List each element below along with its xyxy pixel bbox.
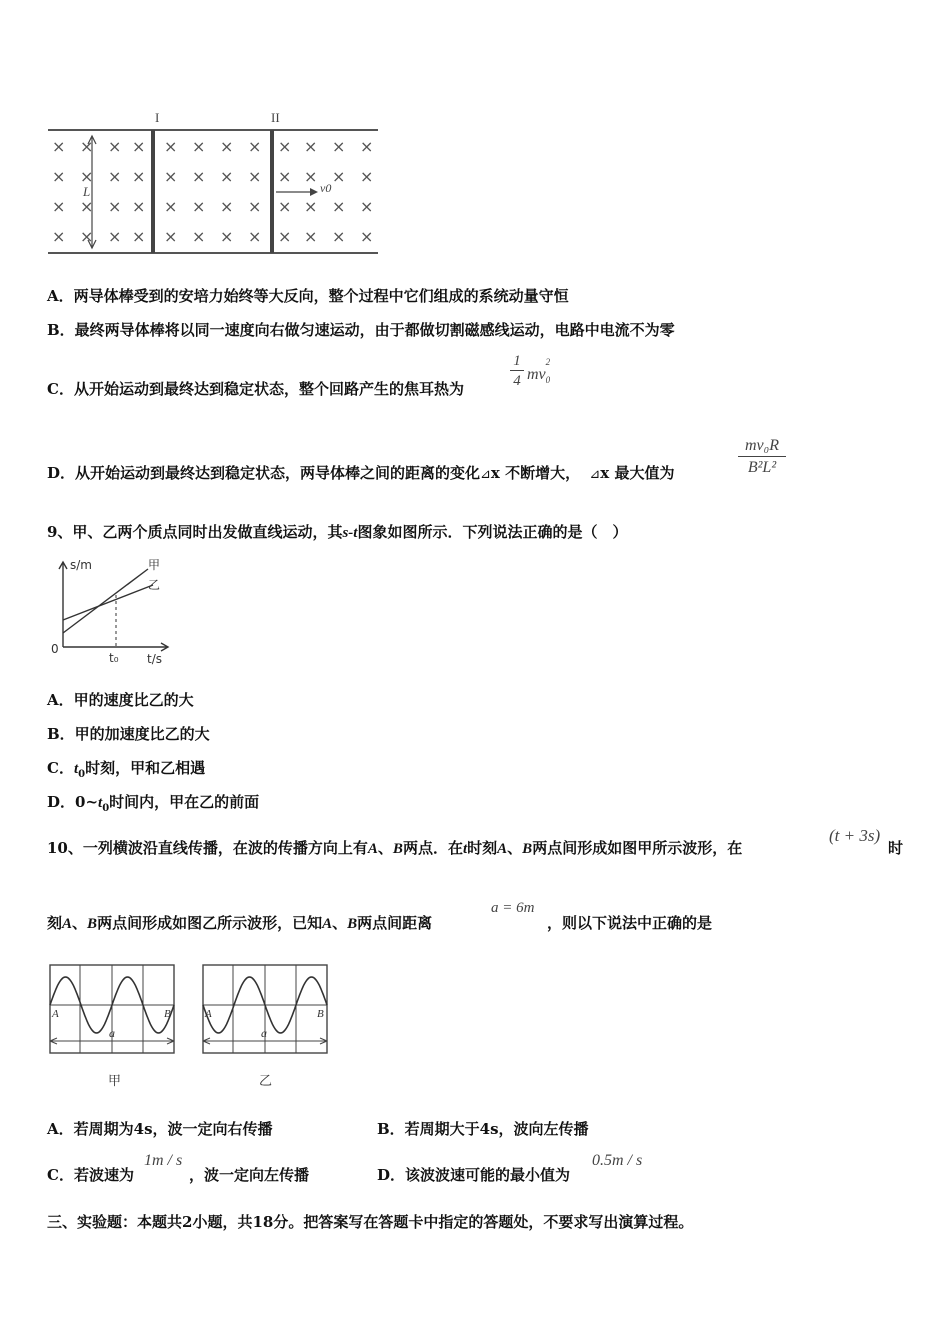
q9-t0: t₀ xyxy=(109,651,119,665)
q10-fig-yi-a: a xyxy=(261,1026,267,1040)
q10-stem1-d: 两点间形成如图甲所示波形，在 xyxy=(532,839,743,857)
q10-stem2-a: 刻 xyxy=(47,914,63,932)
section3-heading: 三、实验题：本题共2小题，共18分。把答案写在答题卡中指定的答题处，不要求写出演算过程。 xyxy=(47,1213,694,1231)
field-cross-mark: × xyxy=(248,137,262,156)
q9-option-c-a: C． xyxy=(47,759,74,777)
field-cross-mark: × xyxy=(80,227,94,246)
field-cross-mark: × xyxy=(132,227,146,246)
q9-option-c-b: 时刻，甲和乙相遇 xyxy=(85,759,206,777)
field-cross-mark: × xyxy=(132,197,146,216)
field-cross-mark: × xyxy=(80,197,94,216)
q8-label-L: L xyxy=(83,184,91,199)
q8-option-d-end: 最大值为 xyxy=(614,464,675,482)
field-cross-mark: × xyxy=(332,137,346,156)
field-cross-mark: × xyxy=(304,137,318,156)
field-cross-mark: × xyxy=(108,167,122,186)
q10-stem2-b: 两点间形成如图乙所示波形，已知 xyxy=(97,914,323,932)
field-cross-mark: × xyxy=(108,227,122,246)
field-cross-mark: × xyxy=(164,137,178,156)
q10-wave-figures xyxy=(45,955,335,1095)
q10-expr-a6m: a = 6m xyxy=(491,900,535,916)
q10-A-2: A xyxy=(497,841,508,857)
q8-option-c-mv-text: mv xyxy=(527,366,546,383)
q10-t: t xyxy=(462,841,468,857)
q8-option-c-sub: 0 xyxy=(545,375,551,386)
field-cross-mark: × xyxy=(304,167,318,186)
q9-option-c-sub: 0 xyxy=(78,769,86,780)
field-cross-mark: × xyxy=(108,197,122,216)
q9-label-yi: 乙 xyxy=(148,578,161,592)
q10-stem1-e: 时 xyxy=(888,839,904,857)
field-cross-mark: × xyxy=(220,197,234,216)
q10-option-c-a: C．若波速为 xyxy=(47,1166,134,1184)
q9-option-c xyxy=(47,758,205,785)
field-cross-mark: × xyxy=(52,137,66,156)
field-cross-mark: × xyxy=(248,167,262,186)
q9-stem-st: s-t xyxy=(342,525,358,541)
q9-st-graph xyxy=(45,555,180,670)
q10-A-1: A xyxy=(367,841,378,857)
field-cross-mark: × xyxy=(278,137,292,156)
q10-stem1-c: 时刻 xyxy=(467,839,498,857)
q10-option-c-b: ，波一定向左传播 xyxy=(189,1166,310,1184)
q8-option-b: B．最终两导体棒将以同一速度向右做匀速运动，由于都做切割磁感线运动，电路中电流不为零 xyxy=(47,321,675,339)
field-cross-mark: × xyxy=(192,197,206,216)
field-cross-mark: × xyxy=(332,227,346,246)
q10-dun-3: 、 xyxy=(72,914,88,932)
q8-option-c-fraction xyxy=(510,352,524,391)
field-cross-mark: × xyxy=(132,167,146,186)
field-cross-mark: × xyxy=(220,167,234,186)
q9-origin: 0 xyxy=(51,642,59,656)
q9-option-d-sub: 0 xyxy=(102,803,110,814)
q10-A-3: A xyxy=(62,916,73,932)
q8-option-c xyxy=(47,379,464,399)
q10-fig-yi-B: B xyxy=(317,1008,324,1020)
q9-option-d-a: D．0~ xyxy=(47,793,99,811)
field-cross-mark: × xyxy=(360,227,374,246)
field-cross-mark: × xyxy=(332,197,346,216)
q10-option-a: A．若周期为4s，波一定向右传播 xyxy=(47,1120,273,1138)
field-cross-mark: × xyxy=(360,137,374,156)
q9-option-b: B．甲的加速度比乙的大 xyxy=(47,725,210,743)
field-cross-mark: × xyxy=(80,137,94,156)
field-cross-mark: × xyxy=(248,227,262,246)
q10-dun-2: 、 xyxy=(507,839,523,857)
q9-option-c-t: t xyxy=(73,761,79,777)
q8-option-c-text: C．从开始运动到最终达到稳定状态，整个回路产生的焦耳热为 xyxy=(47,380,464,398)
q10-stem2-c: 两点间距离 xyxy=(357,914,433,932)
q8-option-c-sup: 2 xyxy=(545,357,551,367)
q10-stem-line2 xyxy=(47,913,432,934)
q8-option-d-num: mv₀R xyxy=(738,436,786,457)
field-cross-mark: × xyxy=(360,197,374,216)
q8-label-II: II xyxy=(271,110,280,125)
q10-option-b: B．若周期大于4s，波向左传播 xyxy=(377,1120,589,1138)
field-cross-mark: × xyxy=(220,227,234,246)
field-cross-mark: × xyxy=(192,227,206,246)
field-cross-mark: × xyxy=(360,167,374,186)
q10-fig-jia-A: A xyxy=(52,1008,59,1020)
q8-option-c-mv xyxy=(527,357,551,386)
q10-fig-jia-a: a xyxy=(109,1026,115,1040)
field-cross-mark: × xyxy=(132,137,146,156)
q8-option-c-den: 4 xyxy=(513,373,521,389)
q8-option-d-x1: x xyxy=(490,464,500,482)
field-cross-mark: × xyxy=(52,227,66,246)
field-cross-mark: × xyxy=(220,137,234,156)
field-cross-mark: × xyxy=(52,167,66,186)
q9-line-jia xyxy=(63,569,148,633)
q10-fig-yi-label: 乙 xyxy=(259,1074,273,1089)
q9-label-jia: 甲 xyxy=(148,558,161,572)
q10-stem-line1 xyxy=(47,838,742,859)
field-cross-mark: × xyxy=(278,197,292,216)
q10-wave-jia xyxy=(50,965,174,1089)
q10-expr-t3s: (t + 3s) xyxy=(829,826,881,845)
field-cross-mark: × xyxy=(164,167,178,186)
field-cross-mark: × xyxy=(304,197,318,216)
q9-line-yi xyxy=(63,585,153,620)
q10-stem1-a: 10、一列横波沿直线传播，在波的传播方向上有 xyxy=(47,839,368,857)
q10-option-c-expr: 1m / s xyxy=(144,1152,183,1169)
q9-stem-a: 9、甲、乙两个质点同时出发做直线运动，其 xyxy=(47,523,343,541)
field-cross-mark: × xyxy=(164,197,178,216)
q9-option-a: A．甲的速度比乙的大 xyxy=(47,691,194,709)
q9-stem-b: 图象如图所示．下列说法正确的是（ ） xyxy=(357,523,628,541)
q10-fig-jia-label: 甲 xyxy=(108,1074,122,1089)
q10-wave-yi xyxy=(203,965,327,1089)
q10-B-2: B xyxy=(522,841,533,857)
q8-option-d-x2: x xyxy=(600,464,610,482)
q8-label-I: I xyxy=(155,110,160,125)
field-cross-mark: × xyxy=(52,197,66,216)
q9-option-d-b: 时间内，甲在乙的前面 xyxy=(109,793,260,811)
field-cross-mark: × xyxy=(164,227,178,246)
q10-option-c xyxy=(47,1165,134,1185)
q10-fig-jia-B: B xyxy=(164,1008,171,1020)
field-cross-mark: × xyxy=(332,167,346,186)
q9-option-d xyxy=(47,792,259,819)
field-cross-mark: × xyxy=(304,227,318,246)
q9-xlabel: t/s xyxy=(147,652,162,666)
q8-option-d-den: B²L² xyxy=(747,459,777,476)
q10-fig-yi-A: A xyxy=(205,1008,212,1020)
q8-option-d-delta1: ⊿ xyxy=(480,467,491,482)
q8-option-a: A．两导体棒受到的安培力始终等大反向，整个过程中它们组成的系统动量守恒 xyxy=(47,287,569,305)
q10-B-3: B xyxy=(87,916,98,932)
q9-option-d-t: t xyxy=(98,795,103,811)
q8-label-v0: v0 xyxy=(320,181,332,195)
q9-stem xyxy=(47,522,627,543)
q10-dun-1: 、 xyxy=(377,839,393,857)
q10-stem2-d: ，则以下说法中正确的是 xyxy=(547,914,713,932)
field-cross-mark: × xyxy=(248,197,262,216)
q8-option-d-fraction xyxy=(738,436,786,479)
q8-option-d xyxy=(47,463,674,485)
field-cross-mark: × xyxy=(192,137,206,156)
q8-field-figure xyxy=(40,100,420,260)
field-cross-mark: × xyxy=(278,227,292,246)
q9-ylabel: s/m xyxy=(70,558,92,572)
q10-stem1-b: 两点．在 xyxy=(402,839,463,857)
q10-option-d: D．该波波速可能的最小值为 xyxy=(377,1166,571,1184)
q10-A-4: A xyxy=(322,916,333,932)
q10-option-d-expr: 0.5m / s xyxy=(592,1152,643,1169)
field-cross-mark: × xyxy=(108,137,122,156)
q8-option-d-prefix: D．从开始运动到最终达到稳定状态，两导体棒之间的距离的变化 xyxy=(47,464,481,482)
q8-option-d-mid: 不断增大， xyxy=(505,464,581,482)
q10-B-4: B xyxy=(347,916,358,932)
field-cross-mark: × xyxy=(192,167,206,186)
field-cross-mark: × xyxy=(80,167,94,186)
field-cross-mark: × xyxy=(278,167,292,186)
q8-option-d-delta2: ⊿ xyxy=(589,467,601,482)
q10-dun-4: 、 xyxy=(332,914,348,932)
q10-B-1: B xyxy=(392,841,403,857)
q8-option-c-num: 1 xyxy=(510,352,524,371)
